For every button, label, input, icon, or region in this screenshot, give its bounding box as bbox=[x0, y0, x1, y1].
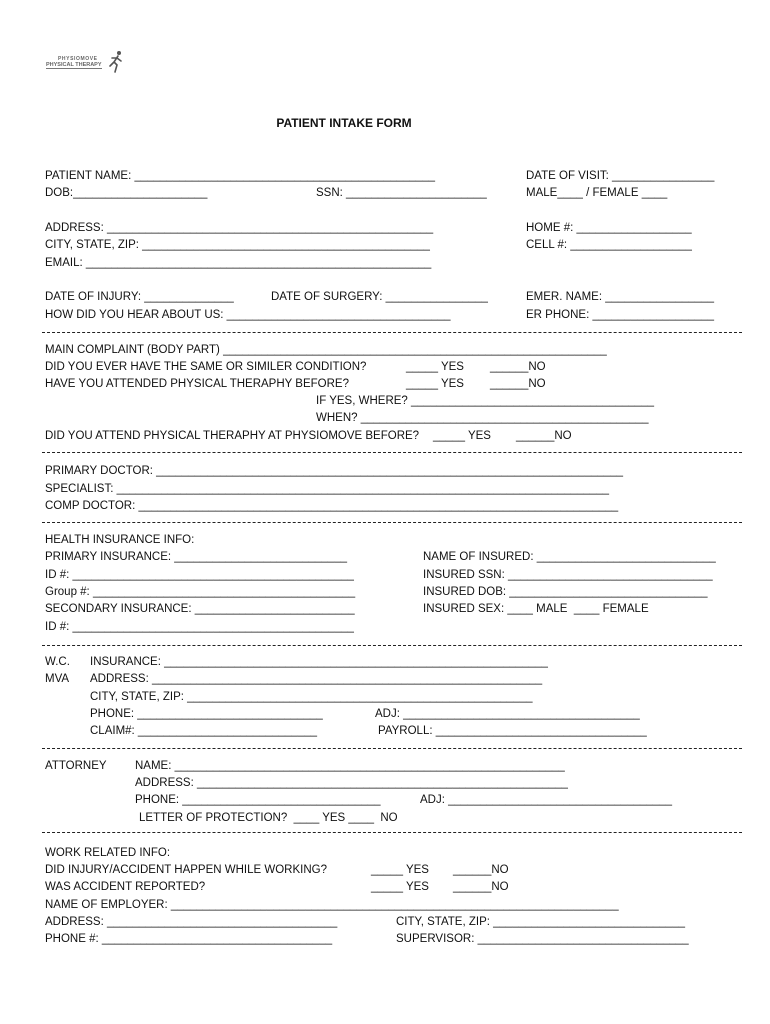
attorney-name-field[interactable]: NAME: _____________________________________________________________ bbox=[135, 760, 565, 772]
date-of-surgery-field[interactable]: DATE OF SURGERY: ________________ bbox=[271, 291, 488, 303]
accident-reported-question: WAS ACCIDENT REPORTED? bbox=[45, 881, 206, 893]
secondary-insurance-field[interactable]: SECONDARY INSURANCE: _________________________ bbox=[45, 603, 355, 615]
home-phone-field[interactable]: HOME #: __________________ bbox=[526, 222, 692, 234]
section-divider bbox=[42, 522, 742, 523]
accident-reported-no[interactable]: ______NO bbox=[453, 881, 509, 893]
attended-pt-yes[interactable]: _____ YES bbox=[406, 378, 464, 390]
injury-at-work-no[interactable]: ______NO bbox=[453, 864, 509, 876]
employer-city-state-zip-field[interactable]: CITY, STATE, ZIP: ______________________________ bbox=[396, 916, 685, 928]
section-divider bbox=[42, 832, 742, 833]
attorney-address-field[interactable]: ADDRESS: __________________________________________________________ bbox=[135, 777, 568, 789]
section-divider bbox=[42, 452, 742, 453]
wc-phone-field[interactable]: PHONE: _____________________________ bbox=[90, 708, 323, 720]
attorney-phone-field[interactable]: PHONE: _______________________________ bbox=[135, 794, 381, 806]
insured-ssn-field[interactable]: INSURED SSN: ________________________________ bbox=[423, 569, 713, 581]
cell-phone-field[interactable]: CELL #: ___________________ bbox=[526, 239, 692, 251]
insured-dob-field[interactable]: INSURED DOB: _______________________________ bbox=[423, 586, 708, 598]
same-condition-yes[interactable]: _____ YES bbox=[406, 361, 464, 373]
wc-adj-field[interactable]: ADJ: _____________________________________ bbox=[375, 708, 640, 720]
attorney-label: ATTORNEY bbox=[45, 760, 107, 772]
group-number-field[interactable]: Group #: _________________________________________ bbox=[45, 586, 356, 598]
attended-pt-no[interactable]: ______NO bbox=[490, 378, 546, 390]
physiomove-before-yes[interactable]: _____ YES bbox=[433, 430, 491, 442]
insurance-id-field[interactable]: ID #: ____________________________________________ bbox=[45, 569, 354, 581]
emergency-name-field[interactable]: EMER. NAME: _________________ bbox=[526, 291, 714, 303]
employer-phone-field[interactable]: PHONE #: ____________________________________ bbox=[45, 933, 333, 945]
physiomove-logo bbox=[46, 50, 126, 80]
injury-at-work-yes[interactable]: _____ YES bbox=[371, 864, 429, 876]
comp-doctor-field[interactable]: COMP DOCTOR: ___________________________________________________________________________ bbox=[45, 500, 619, 512]
accident-reported-yes[interactable]: _____ YES bbox=[371, 881, 429, 893]
logo-line-1: PHYSIOMOVE bbox=[58, 56, 98, 62]
work-info-heading: WORK RELATED INFO: bbox=[45, 847, 171, 859]
employer-address-field[interactable]: ADDRESS: ____________________________________ bbox=[45, 916, 338, 928]
pt-when-field[interactable]: WHEN? _____________________________________________ bbox=[316, 412, 649, 424]
section-divider bbox=[42, 748, 742, 749]
sex-field[interactable]: MALE____ / FEMALE ____ bbox=[526, 187, 668, 199]
name-of-insured-field[interactable]: NAME OF INSURED: ____________________________ bbox=[423, 551, 716, 563]
dob-field[interactable]: DOB:_____________________ bbox=[45, 187, 208, 199]
insured-sex-field[interactable]: INSURED SEX: ____ MALE ____ FEMALE bbox=[423, 603, 649, 615]
section-divider bbox=[42, 332, 742, 333]
er-phone-field[interactable]: ER PHONE: ___________________ bbox=[526, 309, 714, 321]
address-field[interactable]: ADDRESS: ___________________________________________________ bbox=[45, 222, 434, 234]
wc-city-state-zip-field[interactable]: CITY, STATE, ZIP: ______________________________________________________ bbox=[90, 691, 533, 703]
logo-line-2: PHYSICAL THERAPY bbox=[46, 62, 102, 68]
wc-payroll-field[interactable]: PAYROLL: _________________________________ bbox=[378, 725, 647, 737]
wc-insurance-field[interactable]: INSURANCE: ____________________________________________________________ bbox=[90, 656, 548, 668]
supervisor-field[interactable]: SUPERVISOR: _________________________________ bbox=[396, 933, 689, 945]
same-condition-no[interactable]: ______NO bbox=[490, 361, 546, 373]
attended-pt-question: HAVE YOU ATTENDED PHYSICAL THERAPHY BEFORE? bbox=[45, 378, 349, 390]
patient-name-field[interactable]: PATIENT NAME: _______________________________________________ bbox=[45, 170, 436, 182]
specialist-field[interactable]: SPECIALIST: _____________________________________________________________________________ bbox=[45, 483, 610, 495]
wc-address-field[interactable]: ADDRESS: _____________________________________________________________ bbox=[90, 673, 543, 685]
date-of-injury-field[interactable]: DATE OF INJURY: ______________ bbox=[45, 291, 234, 303]
date-of-visit-field[interactable]: DATE OF VISIT: ________________ bbox=[526, 170, 715, 182]
wc-label: W.C. bbox=[45, 656, 70, 668]
wc-claim-field[interactable]: CLAIM#: ____________________________ bbox=[90, 725, 318, 737]
same-condition-question: DID YOU EVER HAVE THE SAME OR SIMILER CONDITION? bbox=[45, 361, 367, 373]
attorney-adj-field[interactable]: ADJ: ___________________________________ bbox=[420, 794, 672, 806]
insurance-heading: HEALTH INSURANCE INFO: bbox=[45, 534, 195, 546]
mva-label: MVA bbox=[45, 673, 70, 685]
ssn-field[interactable]: SSN: ______________________ bbox=[316, 187, 487, 199]
secondary-id-field[interactable]: ID #: ____________________________________________ bbox=[45, 621, 354, 633]
runner-icon bbox=[106, 50, 124, 74]
primary-insurance-field[interactable]: PRIMARY INSURANCE: ___________________________ bbox=[45, 551, 347, 563]
city-state-zip-field[interactable]: CITY, STATE, ZIP: _____________________________________________ bbox=[45, 239, 430, 251]
pt-where-field[interactable]: IF YES, WHERE? ______________________________________ bbox=[316, 395, 655, 407]
form-title: PATIENT INTAKE FORM bbox=[276, 116, 412, 130]
physiomove-before-question: DID YOU ATTEND PHYSICAL THERAPHY AT PHYSIOMOVE BEFORE? bbox=[45, 430, 420, 442]
main-complaint-field[interactable]: MAIN COMPLAINT (BODY PART) ____________________________________________________________ bbox=[45, 344, 607, 356]
employer-name-field[interactable]: NAME OF EMPLOYER: ______________________________________________________________________ bbox=[45, 899, 619, 911]
physiomove-before-no[interactable]: ______NO bbox=[516, 430, 572, 442]
primary-doctor-field[interactable]: PRIMARY DOCTOR: _________________________________________________________________________ bbox=[45, 465, 624, 477]
how-heard-field[interactable]: HOW DID YOU HEAR ABOUT US: ___________________________________ bbox=[45, 309, 451, 321]
injury-at-work-question: DID INJURY/ACCIDENT HAPPEN WHILE WORKING? bbox=[45, 864, 328, 876]
email-field[interactable]: EMAIL: ______________________________________________________ bbox=[45, 257, 432, 269]
letter-of-protection-field[interactable]: LETTER OF PROTECTION? ____ YES ____ NO bbox=[139, 812, 398, 824]
section-divider bbox=[42, 645, 742, 646]
